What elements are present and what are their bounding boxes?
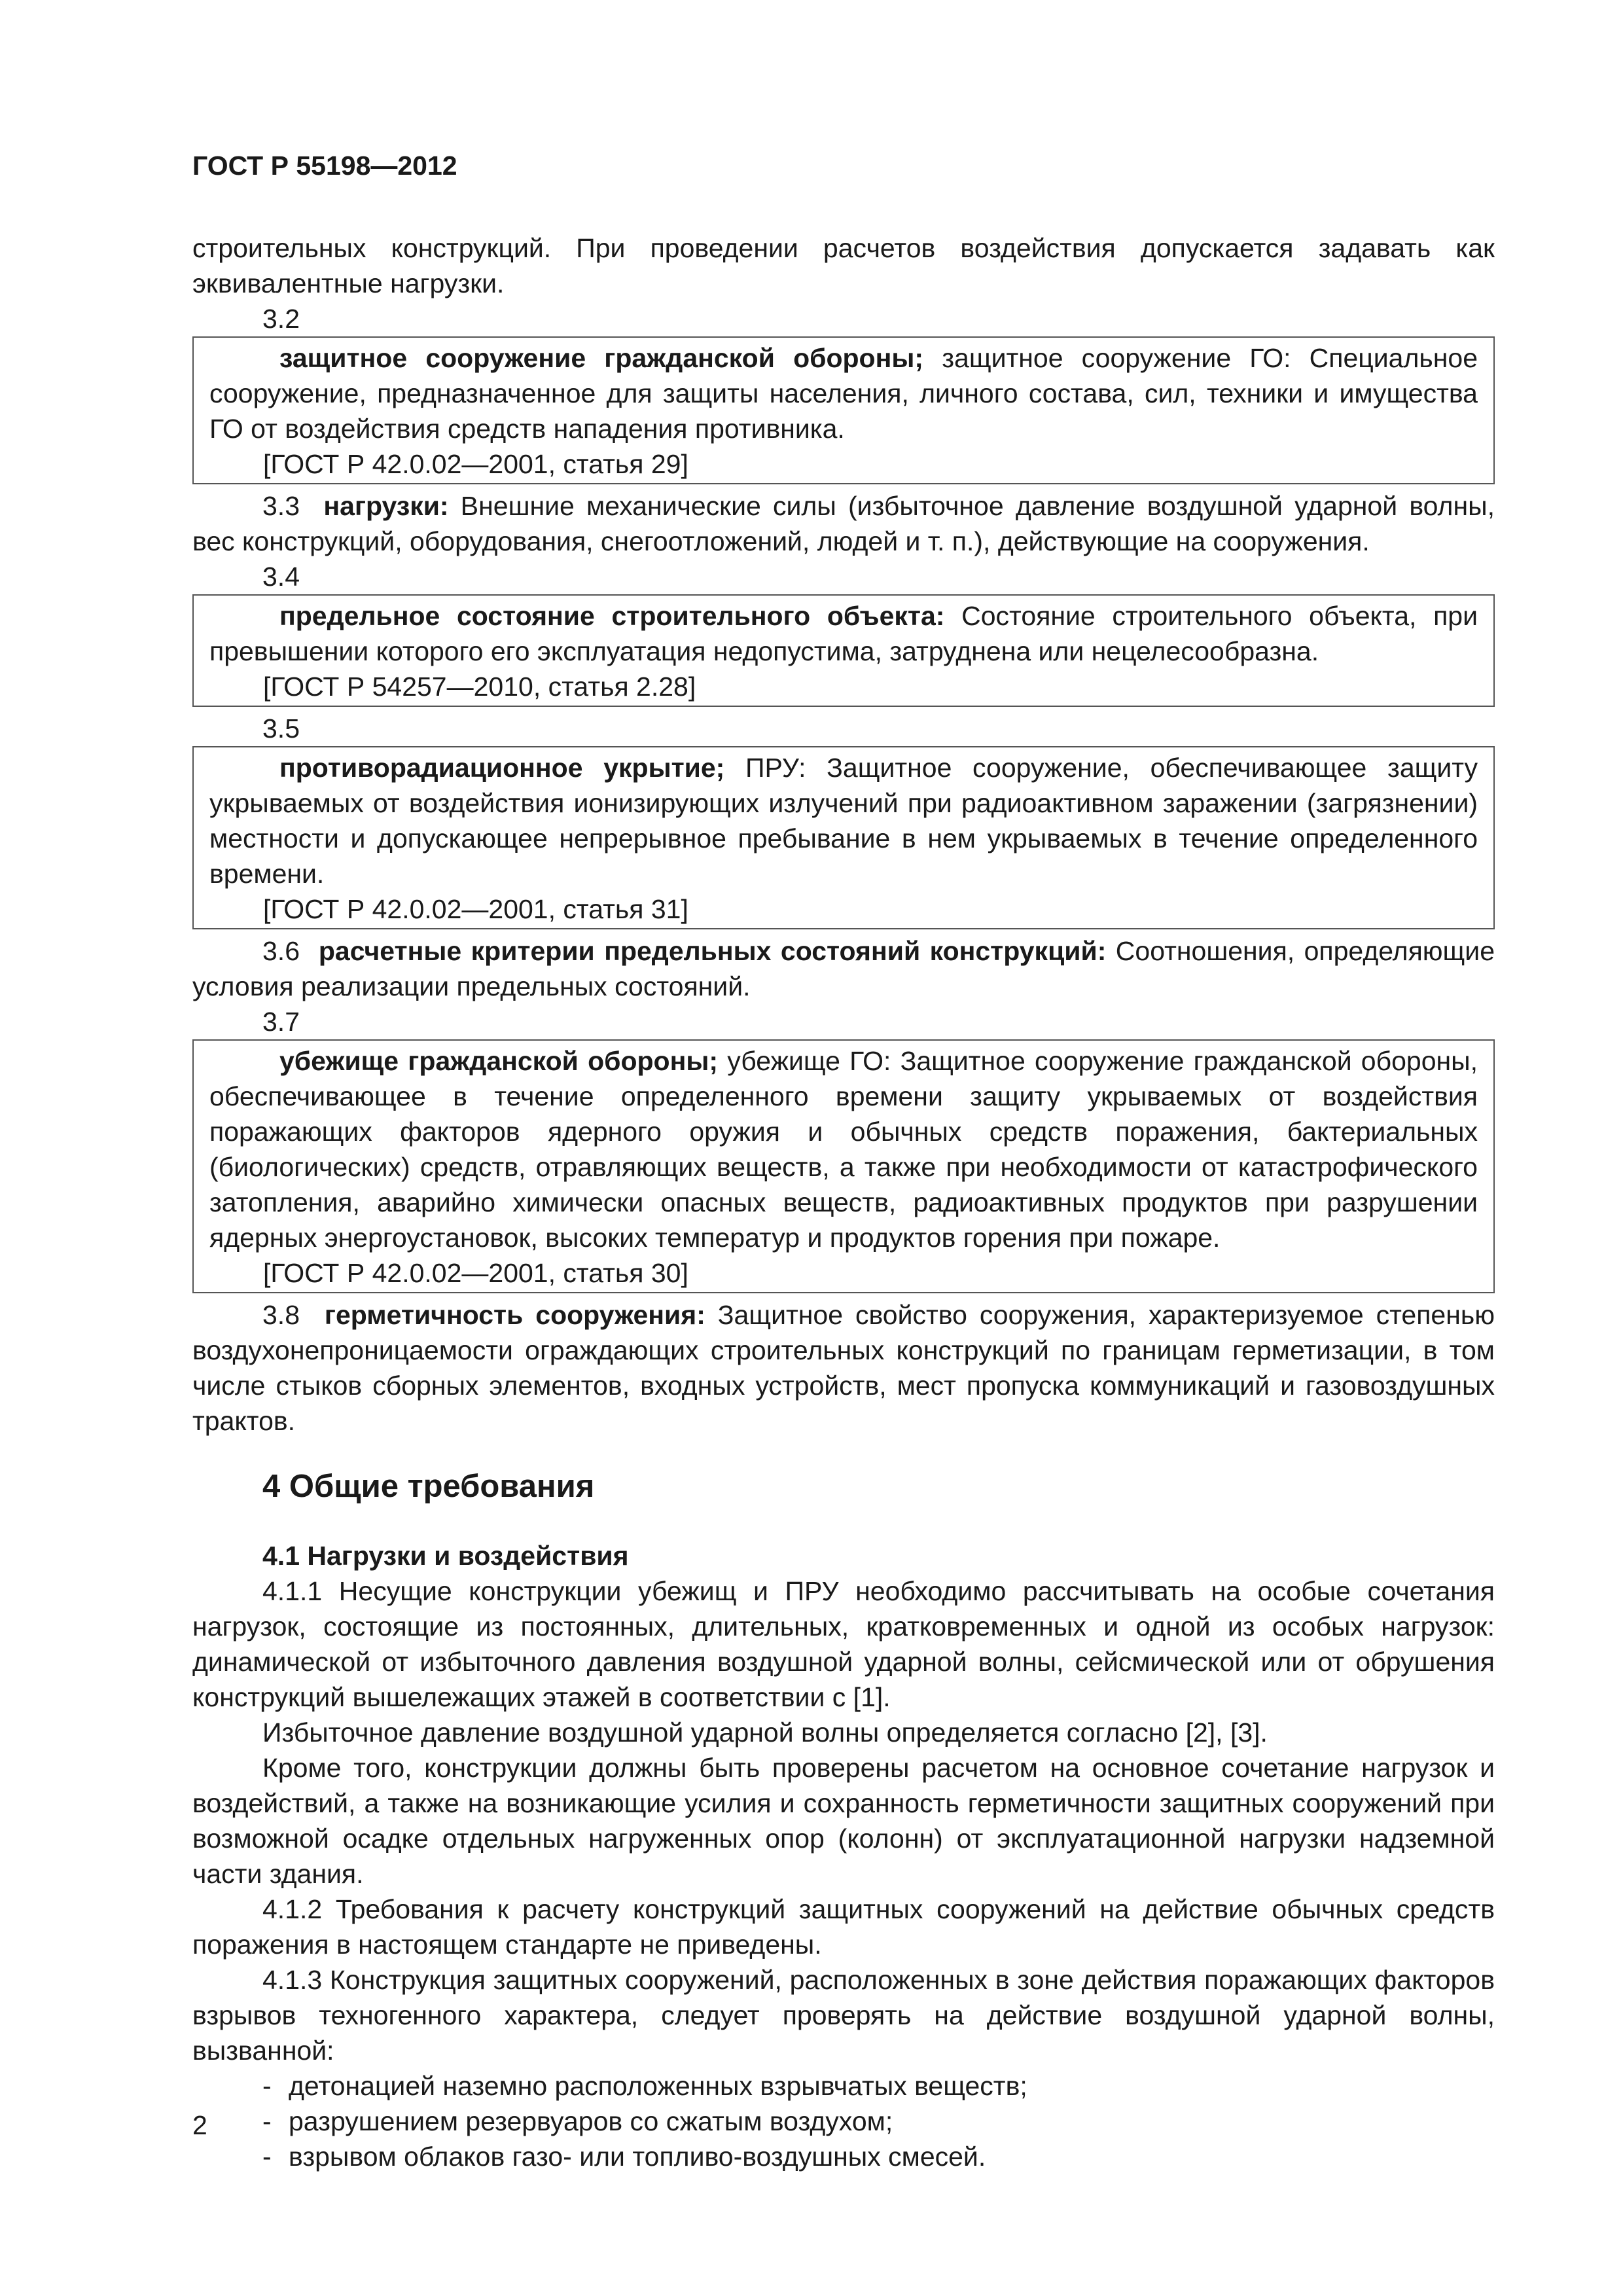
term-text-3-3: Внешние механические силы (избыточное давление воздушной ударной волны, вес конструкций, оборудования, снегоотложений, людей и т. п.), действующие на сооружения. (192, 491, 1495, 556)
dash-marker: - (262, 2142, 272, 2172)
term-box-3-7 (192, 1039, 1495, 1293)
list-item (192, 2139, 1495, 2174)
continued-paragraph: строительных конструкций. При проведении расчетов воздействия допускается задавать как эквивалентные нагрузки. (192, 233, 1495, 298)
term-source-3-7: [ГОСТ Р 42.0.02—2001, статья 30] (263, 1258, 688, 1288)
paragraph-additional-checks: Кроме того, конструкции должны быть проверены расчетом на основное сочетание нагрузок и воздействий, а также на возникающие усилия и сохранность герметичности защитных сооружений при возможной осадке отдельных нагруженных опор (колонн) от эксплуатационной нагрузки надземной части здания. (192, 1753, 1495, 1889)
page-content (192, 148, 1495, 2174)
term-number-3-3: 3.3 (262, 491, 300, 521)
term-name-3-4: предельное состояние строительного объекта: (279, 601, 945, 631)
term-source-3-2: [ГОСТ Р 42.0.02—2001, статья 29] (263, 449, 688, 479)
term-definition-3-2 (209, 340, 1478, 446)
paragraph-4-1-3: 4.1.3 Конструкция защитных сооружений, расположенных в зоне действия поражающих факторов взрывов техногенного характера, следует проверять на действие воздушной ударной волны, вызванной: (192, 1965, 1495, 2066)
page-number: 2 (192, 2110, 207, 2140)
list-item-text: взрывом облаков газо- или топливо-воздушных смесей. (289, 2142, 986, 2172)
term-box-3-4 (192, 594, 1495, 707)
term-definition-3-5 (209, 750, 1478, 891)
term-source-3-5: [ГОСТ Р 42.0.02—2001, статья 31] (263, 894, 688, 924)
term-box-3-5 (192, 746, 1495, 929)
term-name-3-6: расчетные критерии предельных состояний конструкций: (318, 936, 1107, 966)
list-item (192, 2068, 1495, 2104)
term-text-3-2: защитное сооружение ГО: Специальное сооружение, предназначенное для защиты населения, личного состава, сил, техники и имущества ГО от воздействия средств нападения противника. (209, 343, 1478, 444)
term-number-3-8: 3.8 (262, 1300, 300, 1330)
paragraph-4-1-2: 4.1.2 Требования к расчету конструкций защитных сооружений на действие обычных средств поражения в настоящем стандарте не приведены. (192, 1894, 1495, 1960)
term-definition-3-6 (192, 933, 1495, 1004)
term-name-3-7: убежище гражданской обороны; (279, 1046, 719, 1076)
term-name-3-5: противорадиационное укрытие; (279, 753, 725, 783)
paragraph-pressure: Избыточное давление воздушной ударной волны определяется согласно [2], [3]. (262, 1717, 1268, 1748)
term-definition-3-3 (192, 488, 1495, 559)
term-name-3-3: нагрузки: (323, 491, 449, 521)
term-number-3-4: 3.4 (262, 562, 300, 592)
term-box-3-2 (192, 336, 1495, 484)
term-name-3-8: герметичность сооружения: (324, 1300, 705, 1330)
list-item-text: разрушением резервуаров со сжатым воздухом; (289, 2106, 893, 2136)
section-heading-4: 4 Общие требования (262, 1469, 595, 1504)
term-definition-3-4 (209, 598, 1478, 669)
paragraph-4-1-1: 4.1.1 Несущие конструкции убежищ и ПРУ необходимо рассчитывать на особые сочетания нагрузок, состоящие из постоянных, длительных, кратковременных и одной из особых нагрузок: динамической от избыточного давления воздушной ударной волны, сейсмической или от обрушения конструкций вышележащих этажей в соответствии с [1]. (192, 1576, 1495, 1712)
term-definition-3-8 (192, 1297, 1495, 1439)
term-number-3-2: 3.2 (262, 304, 300, 334)
term-text-3-7: убежище ГО: Защитное сооружение гражданской обороны, обеспечивающее в течение определенного времени защиту укрываемых от воздействия поражающих факторов ядерного оружия и обычных средств поражения, бактериальных (биологических) средств, отравляющих веществ, а также при необходимости от катастрофического затопления, аварийно химически опасных веществ, радиоактивных продуктов при разрушении ядерных энергоустановок, высоких температур и продуктов горения при пожаре. (209, 1046, 1478, 1253)
term-number-3-6: 3.6 (262, 936, 300, 966)
term-text-3-5: ПРУ: Защитное сооружение, обеспечивающее защиту укрываемых от воздействия ионизирующих излучений при радиоактивном заражении (загрязнении) местности и допускающее непрерывное пребывание в нем укрываемых в течение определенного времени. (209, 753, 1478, 889)
term-source-3-4: [ГОСТ Р 54257—2010, статья 2.28] (263, 672, 696, 702)
subsection-heading-4-1: 4.1 Нагрузки и воздействия (262, 1541, 629, 1571)
term-text-3-8: Защитное свойство сооружения, характеризуемое степенью воздухонепроницаемости ограждающих строительных конструкций по границам герметизации, в том числе стыков сборных элементов, входных устройств, мест пропуска коммуникаций и газовоздушных трактов. (192, 1300, 1495, 1436)
term-number-3-5: 3.5 (262, 713, 300, 744)
list-item-text: детонацией наземно расположенных взрывчатых веществ; (289, 2071, 1027, 2101)
list-item (192, 2104, 1495, 2139)
document-code-header: ГОСТ Р 55198—2012 (192, 151, 457, 181)
term-name-3-2: защитное сооружение гражданской обороны; (279, 343, 924, 373)
dash-marker: - (262, 2071, 272, 2101)
dash-marker: - (262, 2106, 272, 2136)
term-definition-3-7 (209, 1043, 1478, 1255)
term-number-3-7: 3.7 (262, 1007, 300, 1037)
term-text-3-6: Соотношения, определяющие условия реализации предельных состояний. (192, 936, 1495, 1001)
term-text-3-4: Состояние строительного объекта, при превышении которого его эксплуатация недопустима, затруднена или нецелесообразна. (209, 601, 1478, 666)
